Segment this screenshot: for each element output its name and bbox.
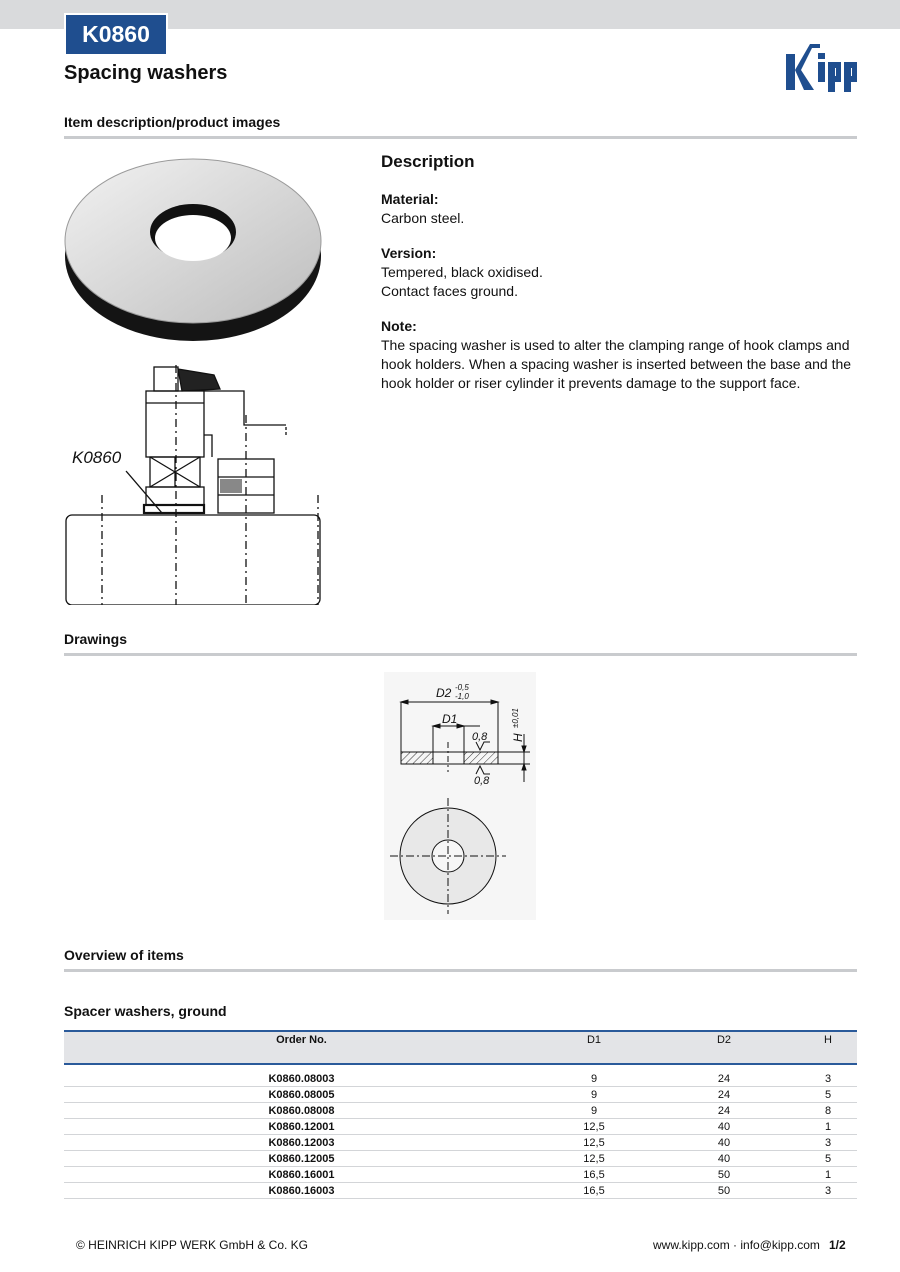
- note-label: Note:: [381, 318, 417, 334]
- description-heading: Description: [381, 152, 475, 171]
- d1-cell: 12,5: [539, 1151, 649, 1167]
- h-cell: 1: [799, 1119, 857, 1135]
- d2-cell: 24: [649, 1103, 799, 1119]
- h-cell: 8: [799, 1103, 857, 1119]
- table-row: [64, 1064, 857, 1087]
- description-panel: [381, 152, 861, 409]
- order-no-cell: K0860.12005: [64, 1151, 539, 1167]
- surface-bottom-label: 0,8: [474, 775, 490, 787]
- header-order-no: Order No.: [64, 1031, 539, 1064]
- d2-cell: 50: [649, 1183, 799, 1199]
- d1-cell: 9: [539, 1103, 649, 1119]
- h-label: H: [511, 733, 525, 742]
- assembly-drawing: [64, 355, 322, 605]
- section-heading-item-description: Item description/product images: [64, 114, 857, 139]
- footer-contact[interactable]: www.kipp.com · info@kipp.com: [653, 1238, 820, 1252]
- order-no-cell: K0860.08008: [64, 1103, 539, 1119]
- table-row: [64, 1087, 857, 1103]
- d1-cell: 12,5: [539, 1119, 649, 1135]
- product-code-badge: K0860: [64, 13, 168, 56]
- h-cell: 3: [799, 1064, 857, 1087]
- material-text: Carbon steel.: [381, 210, 465, 226]
- technical-drawing: [384, 672, 536, 920]
- footer-copyright: © HEINRICH KIPP WERK GmbH & Co. KG: [76, 1238, 308, 1252]
- d2-cell: 40: [649, 1135, 799, 1151]
- d1-cell: 12,5: [539, 1135, 649, 1151]
- d2-cell: 24: [649, 1064, 799, 1087]
- table-header-row: [64, 1031, 857, 1064]
- surface-top-label: 0,8: [472, 731, 488, 743]
- order-no-cell: K0860.12001: [64, 1119, 539, 1135]
- version-line-2: Contact faces ground.: [381, 283, 518, 299]
- section-heading-drawings: Drawings: [64, 631, 857, 656]
- footer-page-number: 1/2: [829, 1238, 846, 1252]
- header-d1: D1: [539, 1031, 649, 1064]
- kipp-logo: [784, 40, 858, 92]
- d2-tolerance-lower: -1,0: [455, 692, 469, 701]
- table-row: [64, 1183, 857, 1199]
- d2-cell: 24: [649, 1087, 799, 1103]
- h-cell: 3: [799, 1183, 857, 1199]
- h-tolerance: ±0,01: [511, 708, 520, 728]
- table-row: [64, 1151, 857, 1167]
- washer-photo: [64, 152, 322, 344]
- order-no-cell: K0860.16001: [64, 1167, 539, 1183]
- order-no-cell: K0860.08005: [64, 1087, 539, 1103]
- note-text: The spacing washer is used to alter the clamping range of hook clamps and hook holders. When a spacing washer is inserted between the base and the hook holder or riser cylinder it prevents damage to the support face.: [381, 337, 852, 391]
- table-row: [64, 1167, 857, 1183]
- table-row: [64, 1119, 857, 1135]
- d1-cell: 9: [539, 1087, 649, 1103]
- items-table: [64, 1030, 857, 1199]
- material-label: Material:: [381, 191, 439, 207]
- h-cell: 1: [799, 1167, 857, 1183]
- h-cell: 5: [799, 1151, 857, 1167]
- d1-cell: 16,5: [539, 1183, 649, 1199]
- d2-label: D2: [436, 686, 452, 700]
- version-line-1: Tempered, black oxidised.: [381, 264, 543, 280]
- d2-cell: 40: [649, 1119, 799, 1135]
- header-d2: D2: [649, 1031, 799, 1064]
- assembly-callout: K0860: [72, 448, 122, 467]
- table-title: Spacer washers, ground: [64, 1003, 227, 1019]
- table-row: [64, 1135, 857, 1151]
- d1-cell: 9: [539, 1064, 649, 1087]
- h-cell: 5: [799, 1087, 857, 1103]
- table-row: [64, 1103, 857, 1119]
- d1-cell: 16,5: [539, 1167, 649, 1183]
- d1-label: D1: [442, 712, 458, 726]
- page-title: Spacing washers: [64, 62, 228, 84]
- d2-cell: 50: [649, 1167, 799, 1183]
- order-no-cell: K0860.16003: [64, 1183, 539, 1199]
- order-no-cell: K0860.08003: [64, 1064, 539, 1087]
- header-h: H: [799, 1031, 857, 1064]
- d2-cell: 40: [649, 1151, 799, 1167]
- h-cell: 3: [799, 1135, 857, 1151]
- version-label: Version:: [381, 245, 437, 261]
- d2-tolerance-upper: -0,5: [455, 683, 469, 692]
- order-no-cell: K0860.12003: [64, 1135, 539, 1151]
- section-heading-overview: Overview of items: [64, 947, 857, 972]
